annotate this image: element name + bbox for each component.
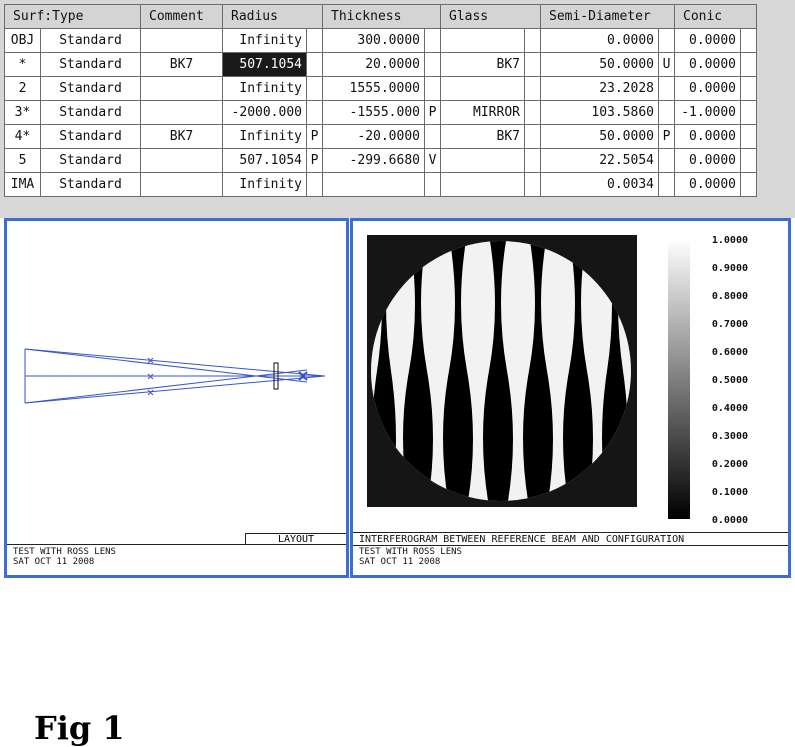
comment-cell[interactable]: [141, 149, 223, 173]
glass-solve-cell[interactable]: [525, 149, 541, 173]
comment-cell[interactable]: [141, 173, 223, 197]
scale-label: 0.2000: [711, 459, 748, 470]
glass-solve-cell[interactable]: [525, 173, 541, 197]
scale-label: 0.4000: [711, 403, 748, 414]
header-thickness[interactable]: Thickness: [323, 5, 441, 29]
type-cell[interactable]: Standard: [41, 53, 141, 77]
thickness-cell[interactable]: 1555.0000: [323, 77, 425, 101]
interferogram-footer-line2: SAT OCT 11 2008: [359, 557, 441, 567]
thickness-cell[interactable]: 20.0000: [323, 53, 425, 77]
comment-cell[interactable]: BK7: [141, 53, 223, 77]
header-comment[interactable]: Comment: [141, 5, 223, 29]
thickness-solve-cell[interactable]: P: [425, 101, 441, 125]
layout-footer: [7, 544, 346, 575]
type-cell[interactable]: Standard: [41, 77, 141, 101]
figure-label: Fig 1: [34, 709, 125, 747]
interferogram-title: INTERFEROGRAM BETWEEN REFERENCE BEAM AND CONFIGURATION: [353, 533, 788, 546]
semi-solve-cell[interactable]: U: [659, 53, 675, 77]
table-row: [5, 101, 757, 125]
semi-solve-cell[interactable]: [659, 29, 675, 53]
thickness-solve-cell[interactable]: [425, 77, 441, 101]
thickness-cell[interactable]: 300.0000: [323, 29, 425, 53]
scale-label: 0.9000: [711, 263, 748, 274]
radius-solve-cell[interactable]: P: [307, 125, 323, 149]
conic-cell[interactable]: 0.0000: [675, 77, 741, 101]
radius-solve-cell[interactable]: [307, 29, 323, 53]
conic-solve-cell[interactable]: [741, 149, 757, 173]
ray-return-upper: [25, 349, 307, 382]
scale-label: 0.8000: [711, 291, 748, 302]
interferogram-window[interactable]: [350, 218, 791, 578]
table-row: [5, 173, 757, 197]
radius-cell[interactable]: Infinity: [223, 29, 307, 53]
semi-diameter-cell[interactable]: 0.0000: [541, 29, 659, 53]
scale-label: 0.3000: [711, 431, 748, 442]
glass-cell[interactable]: [441, 173, 525, 197]
semi-diameter-cell[interactable]: 50.0000: [541, 53, 659, 77]
surf-cell[interactable]: 2: [5, 77, 41, 101]
header-glass[interactable]: Glass: [441, 5, 541, 29]
scale-label: 0.7000: [711, 319, 748, 330]
comment-cell[interactable]: [141, 101, 223, 125]
scale-label: 0.6000: [711, 347, 748, 358]
conic-cell[interactable]: 0.0000: [675, 149, 741, 173]
conic-solve-cell[interactable]: [741, 29, 757, 53]
comment-cell[interactable]: [141, 29, 223, 53]
conic-cell[interactable]: 0.0000: [675, 173, 741, 197]
layout-label: LAYOUT: [245, 533, 346, 545]
type-cell[interactable]: Standard: [41, 149, 141, 173]
glass-cell[interactable]: MIRROR: [441, 101, 525, 125]
lens-data-editor: [0, 0, 795, 218]
surf-cell[interactable]: 5: [5, 149, 41, 173]
surf-cell[interactable]: 3*: [5, 101, 41, 125]
thickness-solve-cell[interactable]: [425, 29, 441, 53]
conic-cell[interactable]: 0.0000: [675, 125, 741, 149]
semi-solve-cell[interactable]: [659, 173, 675, 197]
interferogram-footer: [353, 532, 788, 575]
layout-plot: [7, 221, 346, 521]
radius-cell[interactable]: Infinity: [223, 125, 307, 149]
glass-cell[interactable]: BK7: [441, 53, 525, 77]
radius-solve-cell[interactable]: [307, 77, 323, 101]
conic-cell[interactable]: 0.0000: [675, 53, 741, 77]
header-semi-diameter[interactable]: Semi-Diameter: [541, 5, 675, 29]
radius-cell[interactable]: Infinity: [223, 77, 307, 101]
thickness-cell[interactable]: -299.6680: [323, 149, 425, 173]
thickness-cell[interactable]: [323, 173, 425, 197]
scale-label: 1.0000: [711, 235, 748, 246]
thickness-solve-cell[interactable]: [425, 125, 441, 149]
table-row: [5, 77, 757, 101]
type-cell[interactable]: Standard: [41, 29, 141, 53]
conic-cell[interactable]: -1.0000: [675, 101, 741, 125]
glass-solve-cell[interactable]: [525, 125, 541, 149]
radius-cell[interactable]: 507.1054: [223, 53, 307, 77]
surf-cell[interactable]: IMA: [5, 173, 41, 197]
type-cell[interactable]: Standard: [41, 101, 141, 125]
glass-cell[interactable]: BK7: [441, 125, 525, 149]
glass-cell[interactable]: [441, 29, 525, 53]
ray-upper: [25, 349, 325, 376]
semi-diameter-cell[interactable]: 23.2028: [541, 77, 659, 101]
thickness-solve-cell[interactable]: [425, 53, 441, 77]
thickness-cell[interactable]: -1555.000: [323, 101, 425, 125]
glass-solve-cell[interactable]: [525, 53, 541, 77]
semi-diameter-cell[interactable]: 22.5054: [541, 149, 659, 173]
radius-solve-cell[interactable]: [307, 53, 323, 77]
comment-cell[interactable]: BK7: [141, 125, 223, 149]
semi-solve-cell[interactable]: [659, 101, 675, 125]
radius-cell[interactable]: Infinity: [223, 173, 307, 197]
conic-solve-cell[interactable]: [741, 53, 757, 77]
layout-footer-line2: SAT OCT 11 2008: [13, 557, 95, 567]
interferogram-plot: [367, 235, 677, 531]
glass-solve-cell[interactable]: [525, 77, 541, 101]
thickness-solve-cell[interactable]: V: [425, 149, 441, 173]
table-row: [5, 29, 757, 53]
semi-solve-cell[interactable]: [659, 149, 675, 173]
header-conic[interactable]: Conic: [675, 5, 757, 29]
type-cell[interactable]: Standard: [41, 125, 141, 149]
ray-return-lower: [25, 370, 307, 403]
glass-cell[interactable]: [441, 77, 525, 101]
glass-solve-cell[interactable]: [525, 29, 541, 53]
comment-cell[interactable]: [141, 77, 223, 101]
surf-cell[interactable]: OBJ: [5, 29, 41, 53]
scale-label: 0.0000: [711, 515, 748, 526]
conic-solve-cell[interactable]: [741, 101, 757, 125]
layout-window[interactable]: [4, 218, 349, 747]
semi-diameter-cell[interactable]: 103.5860: [541, 101, 659, 125]
conic-solve-cell[interactable]: [741, 173, 757, 197]
conic-cell[interactable]: 0.0000: [675, 29, 741, 53]
table-row: [5, 53, 757, 77]
radius-cell[interactable]: -2000.000: [223, 101, 307, 125]
lens-data-table: [4, 4, 757, 197]
glass-solve-cell[interactable]: [525, 101, 541, 125]
conic-solve-cell[interactable]: [741, 125, 757, 149]
header-radius[interactable]: Radius: [223, 5, 323, 29]
conic-solve-cell[interactable]: [741, 77, 757, 101]
scale-label: 0.1000: [711, 487, 748, 498]
table-row: [5, 125, 757, 149]
glass-cell[interactable]: [441, 149, 525, 173]
semi-diameter-cell[interactable]: 0.0034: [541, 173, 659, 197]
radius-solve-cell[interactable]: [307, 101, 323, 125]
semi-solve-cell[interactable]: [659, 77, 675, 101]
radius-solve-cell[interactable]: P: [307, 149, 323, 173]
ray-lower: [25, 376, 325, 403]
radius-cell[interactable]: 507.1054: [223, 149, 307, 173]
interferogram-footer-line1: TEST WITH ROSS LENS: [359, 547, 462, 557]
table-row: [5, 149, 757, 173]
header-surf-type[interactable]: Surf:Type: [5, 5, 141, 29]
layout-footer-line1: TEST WITH ROSS LENS: [13, 547, 116, 557]
semi-diameter-cell[interactable]: 50.0000: [541, 125, 659, 149]
surf-cell[interactable]: *: [5, 53, 41, 77]
surf-cell[interactable]: 4*: [5, 125, 41, 149]
intensity-scale-bar: [668, 239, 690, 519]
semi-solve-cell[interactable]: P: [659, 125, 675, 149]
table-header-row: [5, 5, 757, 29]
thickness-cell[interactable]: -20.0000: [323, 125, 425, 149]
ray-bundle: [25, 349, 325, 403]
type-cell[interactable]: Standard: [41, 173, 141, 197]
radius-solve-cell[interactable]: [307, 173, 323, 197]
scale-label: 0.5000: [711, 375, 748, 386]
thickness-solve-cell[interactable]: [425, 173, 441, 197]
